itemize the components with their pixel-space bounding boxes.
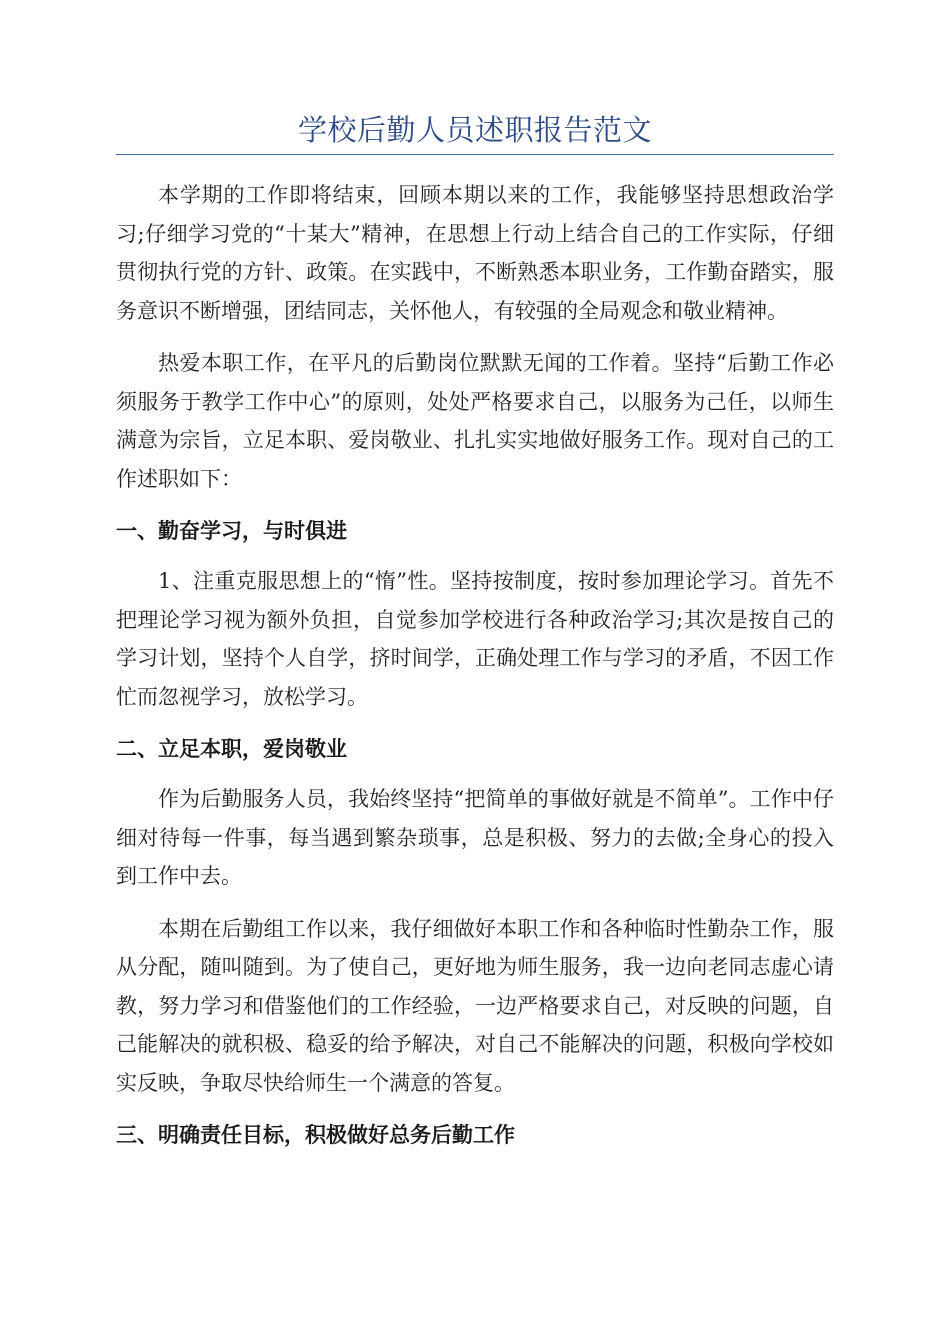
section-heading-2: 二、立足本职，爱岗敬业 (116, 737, 347, 761)
paragraph-intro: 本学期的工作即将结束，回顾本期以来的工作，我能够坚持思想政治学习;仔细学习党的“十某大”精神，在思想上行动上结合自己的工作实际，仔细贯彻执行党的方针、政策。在实践中，不断熟悉本职业务，工作勤奋踏实，服务意识不断增强，团结同志，关怀他人，有较强的全局观念和敬业精神。 (116, 183, 834, 323)
paragraph-overview: 热爱本职工作，在平凡的后勤岗位默默无闻的工作着。坚持“后勤工作必须服务于教学工作中心”的原则，处处严格要求自己，以服务为己任，以师生满意为宗旨，立足本职、爱岗敬业、扎扎实实地做好服务工作。现对自己的工作述职如下： (116, 351, 834, 491)
title-underline (116, 154, 834, 155)
section-heading-3: 三、明确责任目标，积极做好总务后勤工作 (116, 1123, 515, 1147)
paragraph-study: 1、注重克服思想上的“惰”性。坚持按制度，按时参加理论学习。首先不把理论学习视为额外负担，自觉参加学校进行各种政治学习;其次是按自己的学习计划，坚持个人自学，挤时间学，正确处理工作与学习的矛盾，不因工作忙而忽视学习，放松学习。 (116, 569, 834, 709)
paragraph-duty: 作为后勤服务人员，我始终坚持“把简单的事做好就是不简单”。工作中仔细对待每一件事，每当遇到繁杂琐事，总是积极、努力的去做;全身心的投入到工作中去。 (116, 787, 834, 888)
section-heading-1: 一、勤奋学习，与时俱进 (116, 519, 347, 543)
document-page (116, 0, 834, 1344)
document-body (116, 176, 834, 1166)
paragraph-service: 本期在后勤组工作以来，我仔细做好本职工作和各种临时性勤杂工作，服从分配，随叫随到。为了使自己，更好地为师生服务，我一边向老同志虚心请教，努力学习和借鉴他们的工作经验，一边严格要求自己，对反映的问题，自己能解决的就积极、稳妥的给予解决，对自己不能解决的问题，积极向学校如实反映，争取尽快给师生一个满意的答复。 (116, 916, 834, 1095)
document-title: 学校后勤人员述职报告范文 (297, 113, 652, 147)
